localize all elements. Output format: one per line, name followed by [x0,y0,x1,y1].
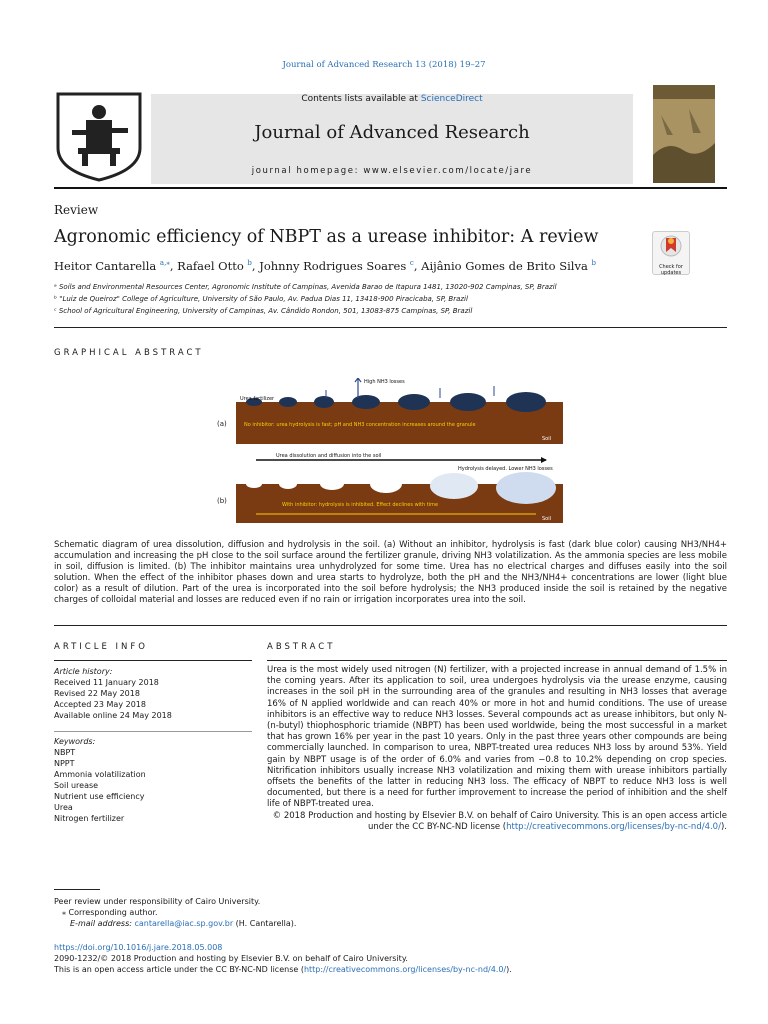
oa-prefix: This is an open access article under the CC BY-NC-ND license ( [54,965,304,974]
corresponding-author-note: ⁎ Corresponding author. [62,908,158,917]
article-info-rule [54,660,252,661]
check-for-updates-badge[interactable] [652,231,690,275]
article-info-heading: ARTICLE INFO [54,642,148,652]
abstract-body [267,665,727,833]
graphical-abstract-caption: Schematic diagram of urea dissolution, diffusion and hydrolysis in the soil. (a) Without an inhibitor, hydrolysis is fast (dark blue color) causing NH3/NH4+ accumulation and increasing the pH close to the soil surface around the fertilizer granule, driving NH3 volatilization. As the ammonia species are less mobile in soil, diffusion is limited. (b) The inhibitor maintains urea unhydrolyzed for some time. Urea has no electrical charges and diffuses easily into the soil solution. When the effect of the inhibitor phases down and urea starts to hydrolyze, both the pH and the NH3/NH4+ concentrations are lower (light blue color) as a result of dilution. Part of the urea is incorporated into the soil before hydrolysis; the NH3 produced inside the soil is retained by the negative charges of colloidal material and losses are reduced even if no rain or irrigation incorporates urea into the soil. [54,540,727,605]
copyright-text: © 2018 Production and hosting by Elsevier B.V. on behalf of Cairo University. This is an open access article under the CC BY-NC-ND license ( [272,810,727,832]
panel-a-text: No inhibitor: urea hydrolysis is fast; pH and NH3 concentration increases around the granule [244,422,476,428]
section-rule [54,327,727,328]
keyword-item[interactable]: NBPT [54,748,76,757]
abstract-text: Urea is the most widely used nitrogen (N) fertilizer, with a projected increase in annual demand of 1.5% in the coming years. After its application to soil, urea undergoes hydrolysis via the urease enzyme, causing increases in the soil pH in the surrounding area of the granules and resulting in NH3 losses that average 16% of N applied worldwide and can reach 40% or more in hot and humid conditions. The use of urease inhibitors is an effective way to reduce NH3 losses. Several compounds act as urease inhibitors, but only N-(n-butyl) thiophosphoric triamide (NBPT) has been used worldwide, being the most successful in a market that has grown 16% per year in the past 10 years. Only in the past three years other compounds are being commercially launched. In comparison to urea, NBPT-treated urea reduces NH3 loss by around 53%. Yield gain by NBPT usage is of the order of 6.0% and varies from −0.8 to 10.2% depending on crop species. Nitrification inhibitors usually increase NH3 volatilization and mixing them with urease inhibitors partially offsets the benefits of the latter in reducing NH3 loss. The efficacy of NBPT to reduce NH3 loss is well documented, but there is a need for further improvement to increase the period of inhibition and the shelf life of NBPT-treated urea. [267,665,727,810]
keyword-item[interactable]: Nutrient use efficiency [54,792,145,801]
panel-a-label: (a) [217,420,227,428]
article-type: Review [54,203,99,217]
history-item: Available online 24 May 2018 [54,711,172,720]
journal-title: Journal of Advanced Research [254,122,530,143]
contents-line [151,94,633,104]
crossmark-label: Check for updates [659,264,683,276]
abstract-heading: ABSTRACT [267,642,336,652]
journal-cover-image [653,85,715,183]
keyword-item[interactable]: Urea [54,803,73,812]
journal-reference[interactable]: Journal of Advanced Research 13 (2018) 19–27 [282,60,486,70]
urea-fertilizer-label: Urea fertilizer [240,396,275,402]
contents-prefix: Contents lists available at [301,94,421,104]
header-rule [54,187,727,189]
graphical-abstract-heading: GRAPHICAL ABSTRACT [54,348,204,358]
high-nh3-label: High NH3 losses [364,379,405,385]
abstract-copyright [267,811,727,833]
author-affiliation-marker[interactable]: b [591,259,596,268]
graphical-abstract-figure [236,378,563,523]
oa-suffix: ). [506,965,512,974]
footnote-rule [54,889,100,890]
cairo-university-logo [54,90,144,182]
author-name[interactable]: Rafael Otto [177,259,244,273]
email-suffix: (H. Cantarella). [233,919,297,928]
sciencedirect-link[interactable]: ScienceDirect [420,94,483,104]
author-name[interactable]: Johnny Rodrigues Soares [259,259,407,273]
keywords [54,736,252,824]
doi-link[interactable]: https://doi.org/10.1016/j.jare.2018.05.008 [54,943,223,952]
keywords-rule [54,731,252,732]
author-affiliation-marker[interactable]: b [247,259,252,268]
email-label: E-mail address: [70,919,135,928]
section-rule [54,625,727,626]
copyright-close: ). [720,821,727,832]
author-name[interactable]: Aijânio Gomes de Brito Silva [421,259,588,273]
soil-label: Soil [542,516,552,522]
keyword-item[interactable]: Soil urease [54,781,99,790]
peer-review-note: Peer review under responsibility of Cairo University. [54,897,261,906]
article-title: Agronomic efficiency of NBPT as a urease inhibitor: A review [54,227,599,247]
article-history [54,666,252,721]
keyword-item[interactable]: NPPT [54,759,75,768]
affiliation-b: ᵇ "Luiz de Queiroz" College of Agriculture, University of São Paulo, Av. Padua Dias 11, 13418-900 Piracicaba, SP, Brazil [54,295,468,303]
email-link[interactable]: cantarella@iac.sp.gov.br [134,919,234,928]
oa-license-link[interactable]: http://creativecommons.org/licenses/by-nc-nd/4.0/ [303,965,507,974]
keywords-label: Keywords: [54,737,96,746]
dissolution-label: Urea dissolution and diffusion into the soil [276,453,382,459]
author-affiliation-marker[interactable]: c [409,259,414,268]
crossmark-icon [653,232,689,260]
history-item: Received 11 January 2018 [54,678,159,687]
panel-b-text: With inhibitor: hydrolysis is inhibited. Effect declines with time [282,502,439,508]
author-list: Heitor Cantarella $^{a,⁎}$, Rafael Otto $^b$, Johnny Rodrigues Soares $^c$, Aijânio Gomes de Brito Silva $^b$ [54,259,596,273]
keyword-item[interactable]: Ammonia volatilization [54,770,146,779]
abstract-rule [267,660,727,661]
open-access-line [54,964,512,975]
affiliation-a: ᵃ Soils and Environmental Resources Center, Agronomic Institute of Campinas, Avenida Barao de Itapura 1481, 13020-902 Campinas, SP, Brazil [54,283,557,291]
journal-homepage[interactable]: journal homepage: www.elsevier.com/locate/jare [251,166,533,176]
author-affiliation-marker[interactable]: a,⁎ [159,259,170,268]
keyword-item[interactable]: Nitrogen fertilizer [54,814,125,823]
affiliation-c: ᶜ School of Agricultural Engineering, University of Campinas, Av. Cândido Rondon, 501, 13083-875 Campinas, SP, Brazil [54,307,473,315]
issn-line: 2090-1232/© 2018 Production and hosting by Elsevier B.V. on behalf of Cairo University. [54,954,408,963]
delayed-label: Hydrolysis delayed. Lower NH3 losses [458,466,553,472]
panel-b-label: (b) [217,497,227,505]
history-item: Revised 22 May 2018 [54,689,140,698]
history-item: Accepted 23 May 2018 [54,700,146,709]
soil-label: Soil [542,436,552,442]
author-name[interactable]: Heitor Cantarella [54,259,157,273]
license-link[interactable]: http://creativecommons.org/licenses/by-nc-nd/4.0/ [506,821,721,832]
email-line [70,918,296,929]
history-label: Article history: [54,667,113,676]
